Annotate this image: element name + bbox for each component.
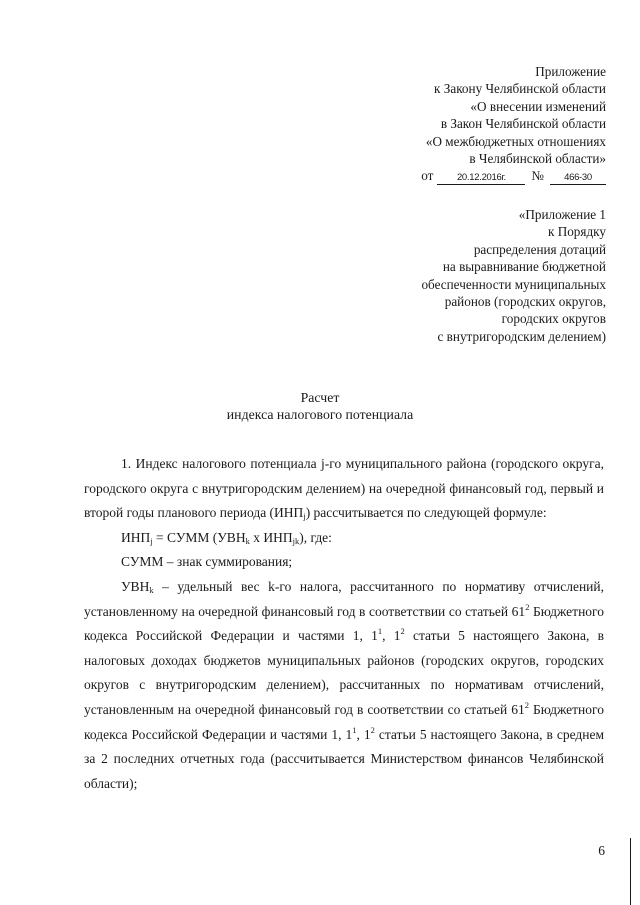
appendix-header-line: «О внесении изменений <box>470 98 606 114</box>
porjadok-header-line: обеспеченности муниципальных <box>421 276 606 292</box>
appendix-header <box>421 63 606 185</box>
appendix-header-line: Приложение <box>535 64 606 79</box>
porjadok-header-line: «Приложение 1 <box>518 207 606 222</box>
formula <box>84 526 604 551</box>
superscript: 2 <box>370 724 375 735</box>
porjadok-header-line: распределения дотаций <box>473 241 606 257</box>
definition-text: статьи 5 настоящего Закона, в налоговых доходах бюджетов муниципальных районов (городских округов, городских округов с внутригородским делением), рассчитанных по нормативам отчислений, установленным на очередной финансовый год в соответствии со статьей 61 <box>84 628 604 717</box>
superscript: 1 <box>352 724 357 735</box>
appendix-header-line: к Закону Челябинской области <box>434 81 606 97</box>
formula-part: ), где: <box>299 529 332 545</box>
subscript: jk <box>292 535 300 546</box>
porjadok-header-line: городских округов <box>501 311 606 327</box>
law-number-value: 466-30 <box>550 171 606 185</box>
appendix-header-line: в Челябинской области» <box>469 151 606 167</box>
superscript: 2 <box>525 601 530 612</box>
definition-text: Бюджетного кодекса Российской Федерации и частями 1, 1 <box>84 701 604 742</box>
superscript: 2 <box>400 626 405 637</box>
paragraph-text: ) рассчитывается по следующей формуле: <box>305 505 547 521</box>
definition-text: – удельный вес k-го налога, рассчитанного по нормативу отчислений, установленному на очередной финансовый год в соответствии со статьей 61 <box>84 578 604 619</box>
superscript: 1 <box>377 626 383 637</box>
body-text <box>84 452 604 796</box>
term: УВН <box>121 578 150 594</box>
definition-sum: СУММ – знак суммирования; <box>121 554 293 570</box>
porjadok-appendix-header <box>421 206 606 345</box>
law-date-value: 20.12.2016г. <box>437 171 525 185</box>
paragraph-index-definition <box>84 452 604 526</box>
subscript: k <box>149 584 154 595</box>
title-line: индекса налогового потенциала <box>226 407 414 422</box>
title-line: Расчет <box>300 390 340 405</box>
paragraph-text: 1. Индекс налогового потенциала j-го муниципального района (городского округа, городского округа с внутригородским делением) на очередной финансовый год, первый и второй годы планового периода (ИНП <box>84 456 604 521</box>
porjadok-header-line: районов (городских округов, <box>444 294 606 310</box>
formula-part: = СУММ (УВН <box>152 529 246 545</box>
appendix-header-line: в Закон Челябинской области <box>440 116 606 132</box>
document-title <box>0 389 640 423</box>
formula-part: ИНП <box>121 529 151 545</box>
subscript: j <box>150 535 153 546</box>
porjadok-header-line: к Порядку <box>547 224 606 240</box>
porjadok-header-line: с внутригородским делением) <box>437 328 606 344</box>
definition-text: , 1 <box>382 628 401 644</box>
porjadok-header-line: на выравнивание бюджетной <box>442 259 606 275</box>
law-date-number-line <box>421 167 606 185</box>
definition-uvn <box>84 575 604 796</box>
definition-text: статьи 5 настоящего Закона, в среднем за 2 последних отчетных года (рассчитывается Министерством финансов Челябинской области); <box>84 726 605 791</box>
subscript: k <box>245 535 250 546</box>
date-prefix: от <box>421 168 434 184</box>
definition-text: Бюджетного кодекса Российской Федерации и частями 1, 1 <box>84 603 604 644</box>
superscript: 2 <box>524 699 530 710</box>
definition-text: , 1 <box>356 726 371 742</box>
page-number: 6 <box>598 843 605 858</box>
formula-part: х ИНП <box>249 529 293 545</box>
appendix-header-line: «О межбюджетных отношениях <box>425 133 606 149</box>
subscript: j <box>303 511 306 522</box>
scan-edge-line <box>630 838 631 905</box>
number-prefix: № <box>531 168 544 184</box>
